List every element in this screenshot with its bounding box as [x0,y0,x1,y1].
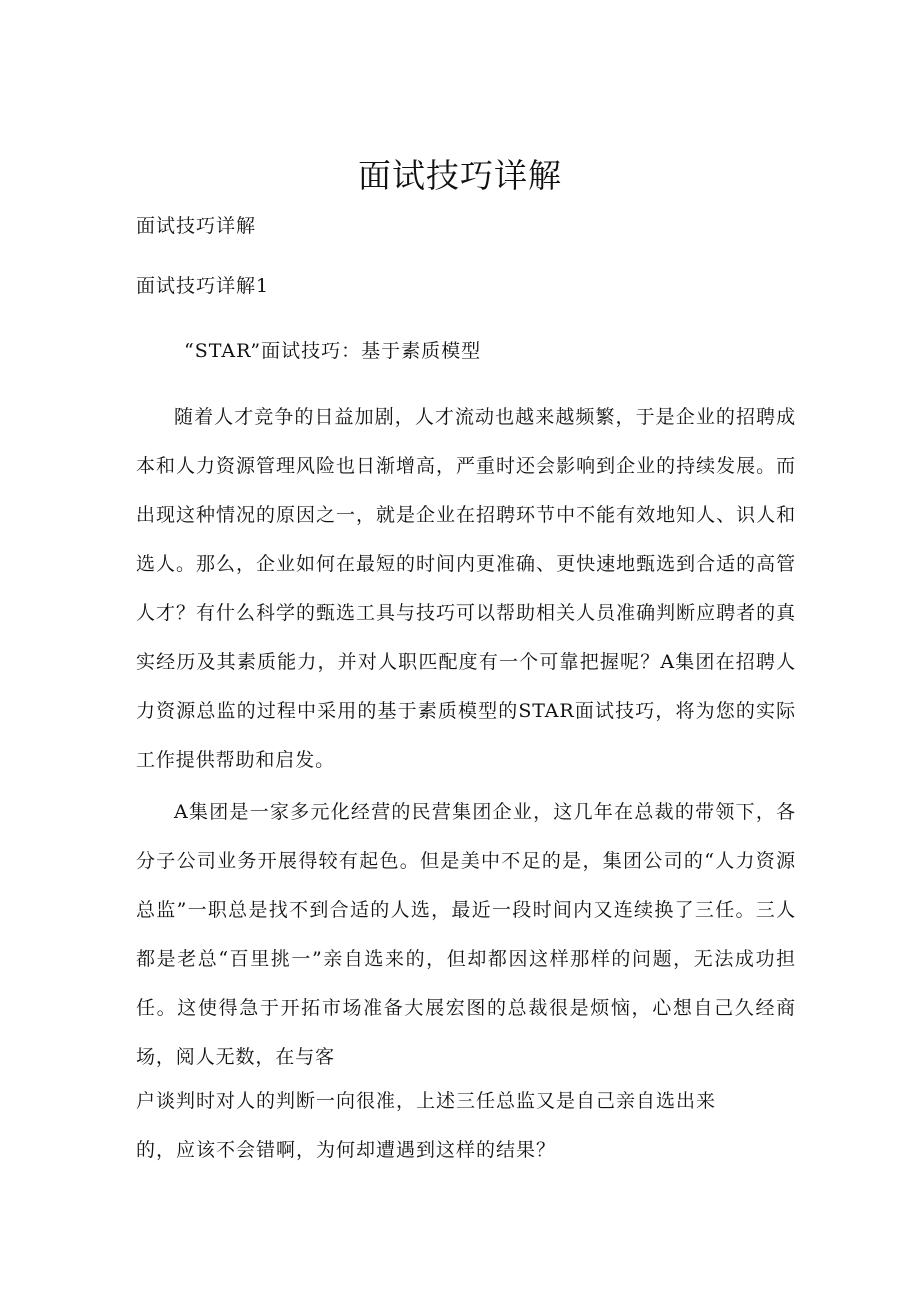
body-line: 的，应该不会错啊，为何却遭遇到这样的结果？ [136,1139,557,1161]
section-heading: “STAR”面试技巧：基于素质模型 [184,340,482,362]
body-paragraph-2: A集团是一家多元化经营的民营集团企业，这几年在总裁的带领下，各分子公司业务开展得较有起色。但是美中不足的是，集团公司的“人力资源总监”一职总是找不到合适的人选，最近一段时间内又连续换了三任。三人都是老总“百里挑一”亲自选来的，但却都因这样那样的问题，无法成功担任。这使得急于开拓市场准备大展宏图的总裁很是烦恼，心想自己久经商场，阅人无数，在与客 [136,801,796,1068]
body-line: 户谈判时对人的判断一向很准，上述三任总监又是自己亲自选出来 [136,1090,717,1112]
body-paragraph-1: 随着人才竞争的日益加剧，人才流动也越来越频繁，于是企业的招聘成本和人力资源管理风险也日渐增高，严重时还会影响到企业的持续发展。而出现这种情况的原因之一，就是企业在招聘环节中不能有效地知人、识人和选人。那么，企业如何在最短的时间内更准确、更快速地甄选到合适的高管人才？有什么科学的甄选工具与技巧可以帮助相关人员准确判断应聘者的真实经历及其素质能力，并对人职匹配度有一个可靠把握呢？A集团在招聘人力资源总监的过程中采用的基于素质模型的STAR面试技巧，将为您的实际工作提供帮助和启发。 [136,406,796,771]
document-subtitle: 面试技巧详解 [136,215,257,237]
section-title: 面试技巧详解1 [136,275,270,297]
document-title: 面试技巧详解 [358,156,562,195]
